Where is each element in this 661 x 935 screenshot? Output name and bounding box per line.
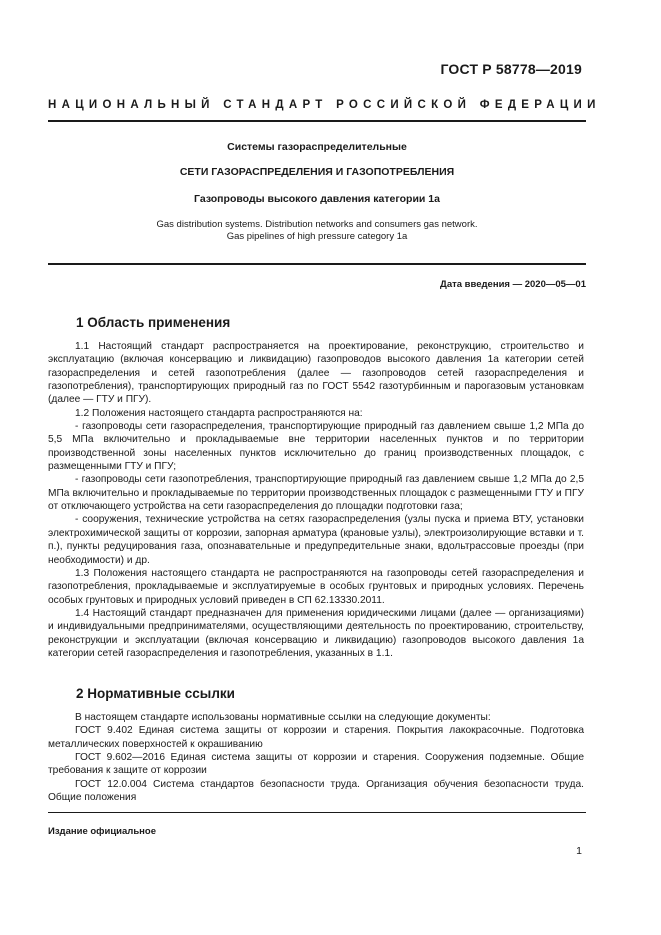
title-line-1: Системы газораспределительные [227, 141, 407, 153]
title-line-3: Газопроводы высокого давления категории 1а [194, 193, 440, 205]
footer-divider [48, 812, 586, 813]
section-2-body [48, 711, 584, 804]
section-1-body [48, 340, 584, 660]
reference-item: ГОСТ 12.0.004 Система стандартов безопасности труда. Организация обучения безопасности труда. Общие положения [48, 778, 584, 804]
section-1-heading: 1 Область применения [76, 315, 231, 330]
official-edition-label: Издание официальное [48, 826, 156, 837]
english-title-line-1: Gas distribution systems. Distribution networks and consumers gas network. [156, 219, 478, 230]
list-item: - газопроводы сети газопотребления, транспортирующие природный газ давлением свыше 1,2 МПа до 2,5 МПа включительно и прокладываемые по территории производственных площадок с размещенными ГТУ и ПГУ от отключающего устройства на сети газораспределения до площадки подготовки газа; [48, 474, 584, 513]
list-item: - газопроводы сети газораспределения, транспортирующие природный газ давлением свыше 1,2 МПа до 5,5 МПа включительно и прокладываемые вне территории населенных пунктов и по территории производственной зоны населенных пунктов исключительно до границ производственных площадок, с размещенными ГТУ и ПГУ; [48, 421, 584, 473]
paragraph: 1.1 Настоящий стандарт распространяется на проектирование, реконструкцию, строительство и эксплуатацию (включая консервацию и ликвидацию) газопроводов высокого давления 1а категории сетей газораспределения и сетей газопотребления (далее — газопроводов сетей газораспределения и газопотребления), транспортирующих природный газ по ГОСТ 5542 газотурбинным и парогазовым установкам (далее — ГТУ и ПГУ). [48, 341, 584, 406]
paragraph: 1.4 Настоящий стандарт предназначен для применения юридическими лицами (далее — организациями) и индивидуальными предпринимателями, осуществляющими деятельность по проектированию, строительству, реконструкции и эксплуатации (включая консервацию и ликвидацию) газопроводов высокого давления 1а категории сетей газораспределения и газопотребления, указанных в 1.1. [48, 607, 584, 659]
list-item: - сооружения, технические устройства на сетях газораспределения (узлы пуска и приема ВТУ, установки электрохимической защиты от коррозии, запорная арматура (крановые узлы), электроизолирующие вставки и т. п.), пункты редуцирования газа, опознавательные и предупредительные знаки, вдольтрассовые проезды (при необходимости) и др. [48, 514, 584, 566]
english-title [48, 219, 586, 243]
paragraph: 1.3 Положения настоящего стандарта не распространяются на газопроводы сетей газораспределения и газопотребления, прокладываемые и эксплуатируемые в особых грунтовых и природных условиях. Перечень особых грунтовых и природных условий приведен в СП 62.13330.2011. [48, 567, 584, 606]
reference-item: ГОСТ 9.602—2016 Единая система защиты от коррозии и старения. Сооружения подземные. Общие требования к защите от коррозии [48, 752, 584, 777]
english-title-line-2: Gas pipelines of high pressure category 1a [226, 231, 408, 242]
paragraph: В настоящем стандарте использованы нормативные ссылки на следующие документы: [75, 712, 491, 723]
national-standard-banner: НАЦИОНАЛЬНЫЙ СТАНДАРТ РОССИЙСКОЙ ФЕДЕРАЦИИ [48, 99, 601, 111]
section-2-heading: 2 Нормативные ссылки [76, 686, 235, 701]
top-divider [48, 120, 586, 122]
standard-number: ГОСТ Р 58778—2019 [440, 61, 582, 77]
title-divider [48, 263, 586, 265]
title-line-2: СЕТИ ГАЗОРАСПРЕДЕЛЕНИЯ И ГАЗОПОТРЕБЛЕНИЯ [179, 166, 455, 178]
introduction-date: Дата введения — 2020—05—01 [440, 279, 586, 290]
page-number: 1 [576, 845, 582, 857]
reference-item: ГОСТ 9.402 Единая система защиты от коррозии и старения. Покрытия лакокрасочные. Подготовка металлических поверхностей к окрашиванию [48, 725, 584, 750]
paragraph: 1.2 Положения настоящего стандарта распространяются на: [75, 407, 363, 419]
